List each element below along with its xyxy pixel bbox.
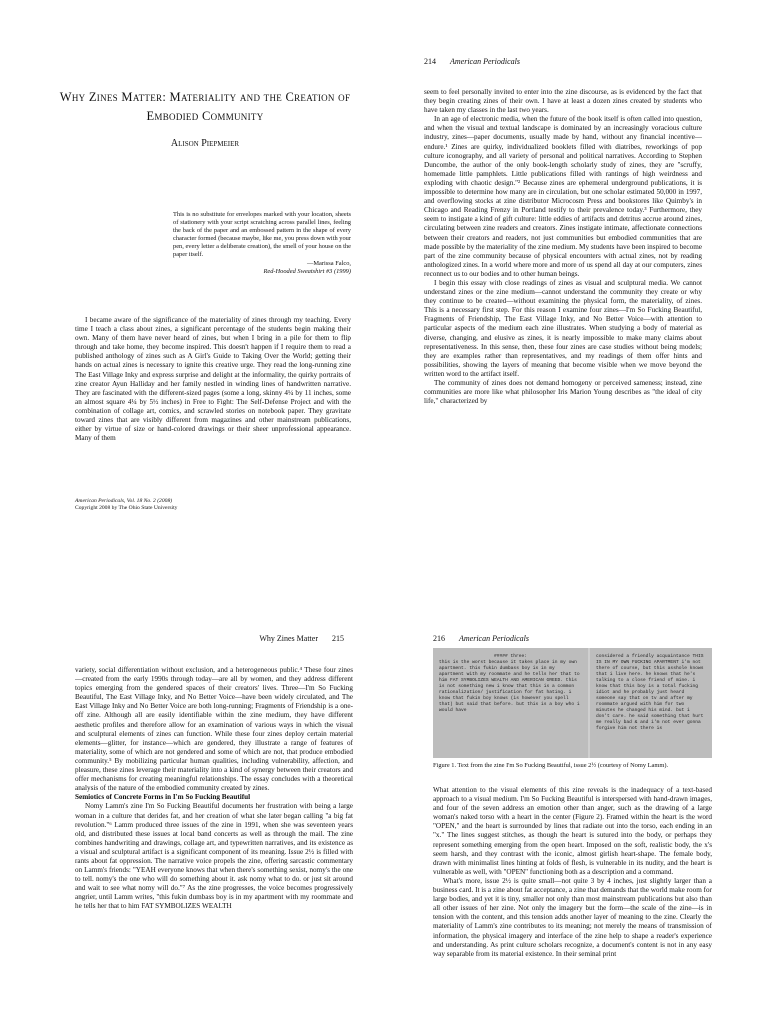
running-header bbox=[259, 634, 344, 643]
running-header bbox=[424, 57, 520, 66]
page-number: 216 bbox=[433, 634, 445, 643]
epigraph-attribution: —Marissa Falco, bbox=[306, 260, 351, 267]
epigraph bbox=[173, 211, 351, 276]
page-3 bbox=[0, 512, 384, 1024]
copyright-line: Copyright 2008 by The Ohio State University bbox=[75, 505, 178, 511]
page-4 bbox=[384, 512, 768, 1024]
article-title: Why Zines Matter: Materiality and the Creation of Embodied Community bbox=[59, 90, 351, 123]
running-head-title: Why Zines Matter bbox=[259, 634, 318, 643]
paragraph: variety, social differentiation without exclusion, and a heterogeneous public.⁴ These four zines—created from the early 1990s through today—are all by women, and they address different topics emerging from the gendered spaces of their creators' lives. Three—I'm So Fucking Beautiful, The East Village Inky, and No Better Voice—have been widely circulated, and The East Village Inky and No Better Voice are both long-running; Fragments of Friendship is a one-off zine. Although all are easily identifiable within the zine medium, they have different aesthetic profiles and therefore allow for an examination of various ways in which the visual and sculptural elements of zines can function. While these four zines deploy certain material elements—glitter, for instance—which are gendered, they illustrate a range of features of materiality, some of which are not gendered and some of which are not, that produce embodied community.⁵ By mobilizing particular human qualities, including vulnerability, affection, and pleasure, these zines leverage their materiality into a kind of synergy between their creators and offer mechanisms for creating meaningful relationships. The essay concludes with a theoretical analysis of the nature of the embodied community created by zines. bbox=[75, 666, 353, 793]
figure-text: considered a friendly acquaintance THIS IS IN MY OWN FUCKING APARTMENT i'm not there of course, but this asshole knows that i live here. he knows that he's talking to a close friend of mine. i know that this boy is a total fucking idiot and he probably just heard someone say that on tv and after my roommate argued with him for two minutes he changed his mind. but i don't care. he said something that hurt me really bad & and i'm not ever gonna forgive him not there is bbox=[596, 654, 704, 731]
paragraph: What's more, issue 2½ is quite small—not quite 3 by 4 inches, just slightly larger than a business card. It is a zine about fat acceptance, a zine that demands that the world make room for large bodies, and yet it is tiny, smaller not only than most mainstream publications but also than all other issues of her zine. Not only the imagery but the form—the scale of the zine—is in tension with the content, and this tension adds another layer of meaning to the zine. Clearly the materiality of Lamm's zine contributes to its meaning; not merely the means of transmission of information, the physical imagery and interface of the zine help to shape a reader's experience and understanding. As print culture scholars recognize, a document's content is not in any easy way separable from its material existence. In their seminal print bbox=[433, 876, 712, 958]
page-1 bbox=[0, 0, 384, 512]
epigraph-text: This is no substitute for envelopes marked with your location, sheets of stationery with your script scratching across parallel lines, feeling the back of the paper and an embossed pattern in the shape of every character formed (because maybe, like me, you press down with your pen, every letter a deliberate creation), the smell of your house on the paper itself. bbox=[173, 211, 351, 258]
running-header bbox=[433, 634, 529, 643]
paragraph: Nomy Lamm's zine I'm So Fucking Beautiful documents her frustration with being a large woman in a culture that derides fat, and her creation of what she later began calling "a big fat revolution."⁶ Lamm produced three issues of the zine in 1991, when she was seventeen years old, and distributed these issues at local band concerts as well as through the mail. The zine combines handwriting and drawings, collage art, and typewritten narratives, and its existence as a visual and sculptural artifact is a significant component of its meaning. Issue 2½ is filled with rants about fat oppression. The narrative voice propels the zine, offering sarcastic commentary on Lamm's friends: "YEAH everyone knows that when there's something sexist, nomy's the one to tell. nomy's the one who will do something about it. ask nomy what to do. or just sit around and wait to see what nomy will do."⁷ As the zine progresses, the voice becomes progressively angrier, until Lamm writes, "this fukin dumbass boy is in my apartment with my roommate and he tells her that to him FAT SYMBOLIZES WEALTH bbox=[75, 802, 353, 911]
section-heading: Semiotics of Concrete Forms in I'm So Fucking Beautiful bbox=[75, 793, 251, 802]
journal-citation: American Periodicals, Vol. 18 No. 2 (2008) bbox=[75, 498, 173, 504]
running-head-title: American Periodicals bbox=[459, 634, 529, 643]
paragraph: What attention to the visual elements of this zine reveals is the inadequacy of a text-based approach to a visual medium. I'm So Fucking Beautiful is interspersed with hand-drawn images, and four of the seven address an emotion other than anger, such as the drawing of a large woman's naked torso with a heart in the center (Figure 2). Framed within the heart is the word "OPEN," and the heart is surrounded by lines that radiate out into the torso, each ending in an "x." The lines suggest stitches, as though the heart is sutured into the body, or perhaps they represent something emerging from the open heart. Imposed on the soft, realistic body, the x's seem harsh, and they contrast with the iconic, almost girlish heart-shape. The female body, drawn with minimalist lines hinting at folds of flesh, is vulnerable in its nudity, and the heart is vulnerable as well, with "OPEN" functioning both as a description and a command. bbox=[433, 786, 712, 876]
body-column bbox=[424, 88, 702, 406]
page-number: 215 bbox=[332, 634, 344, 643]
page-number: 214 bbox=[424, 57, 436, 66]
figure-caption: Figure 1. Text from the zine I'm So Fucking Beautiful, issue 2½ (courtesy of Nomy Lamm). bbox=[433, 762, 669, 769]
figure-left-panel bbox=[433, 648, 588, 758]
paragraph: I became aware of the significance of the materiality of zines through my teaching. Every time I teach a class about zines, a significant percentage of the students begin making their own. Many of them have never heard of zines, but when I bring in a pile for them to flip through and take home, they become inspired. This doesn't happen if I require them to read a published anthology of zines such as A Girl's Guide to Taking Over the World; getting their hands on actual zines is necessary to ignite this creative urge. They read the long-running zine The East Village Inky and express surprise and delight at the informality, the quirky portraits of zine creator Ayun Halliday and her family nestled in winding lines of handwritten narrative. They are fascinated with the different-sized pages (some a long, skinny 4¼ by 11 inches, some an almost square 4¼ by 5½ inches) in Free to Fight: The Self-Defense Project and with the combination of collage art, comics, and scrawled stories on notebook paper. They gravitate toward zines that are visibly different from magazines and other mainstream publications, either by virtue of size or hand-colored drawings or their sheer unprofessional appearance. Many of them bbox=[75, 316, 351, 443]
author-name: Alison Piepmeier bbox=[170, 138, 240, 149]
zine-figure bbox=[433, 648, 712, 758]
body-column bbox=[75, 666, 353, 1024]
body-column bbox=[433, 786, 712, 1024]
copyright-footer bbox=[75, 498, 177, 512]
body-column bbox=[75, 316, 351, 443]
page-2 bbox=[384, 0, 768, 512]
figure-right-panel bbox=[590, 648, 712, 758]
running-head-title: American Periodicals bbox=[450, 57, 520, 66]
epigraph-source: Red-Hooded Sweatshirt #3 (1999) bbox=[263, 268, 351, 275]
figure-text: this is the worst because it takes place in my own apartment. this fukin dumbass boy is in my apartment with my roommate and he tells her that to him FAT SYMBOLIZES WEALTH AND AMERICAN GREED. this is not something new i know that this is a common rationalization/ justification for fat hating. i know that fukin boy knows (is however you spell that) but said that before. but this is a boy who i would have bbox=[439, 660, 580, 713]
paragraph: In an age of electronic media, when the future of the book itself is often called into question, and when the visual and textual landscape is dominated by an increasingly voracious culture industry, zines—paper documents, usually made by hand, without any financial incentive—endure.¹ Zines are quirky, individualized booklets filled with diatribes, reworkings of pop culture iconography, and all variety of personal and political narratives. According to Stephen Duncombe, the author of the only book-length scholarly study of zines, they are "scruffy, homemade little pamphlets. Little publications filled with rantings of high weirdness and exploding with chaotic design."² Because zines are ephemeral underground publications, it is impossible to determine how many are in circulation, but one scholar estimated 50,000 in 1997, and overflowing stocks at zine distributor Microcosm Press and bookstores like Quimby's in Chicago and Reading Frenzy in Portland testify to their prevalence today.³ Furthermore, they seem to instigate a kind of gift culture: little eddies of artifacts and detritus accrue around zines, circulating between zine readers and creators. Zines instigate intimate, affectionate connections between their creators and readers, not just communities but embodied communities that are made possible by the materiality of the zine medium. My students have been inspired to become part of the zine community because of physical encounters with actual zines, not by reading anthologized zines. In a world where more and more of us spend all day at our computers, zines reconnect us to our bodies and to other human beings. bbox=[424, 115, 702, 278]
figure-header: ##### three: bbox=[493, 654, 528, 659]
paragraph: The community of zines does not demand homogeny or perceived sameness; instead, zine communities are more like what philosopher Iris Marion Young describes as "the ideal of city life," characterized by bbox=[424, 379, 702, 406]
paragraph: I begin this essay with close readings of zines as visual and sculptural media. We cannot understand zines or the zine medium—cannot understand the community they create or why they continue to be created—without examining the physical form, the materiality, of zines. This is a necessary first step. For this reason I examine four zines—I'm So Fucking Beautiful, Fragments of Friendship, The East Village Inky, and No Better Voice—with attention to particular aspects of the medium each zine illustrates. When studying a body of material as diverse, changing, and elusive as zines, it is nearly impossible to make many claims about representativeness. In this sense, then, these four zines are case studies without being models; they are examples rather than representatives, and my readings of them offer hints and possibilities, showing the layers of meaning that become visible when we move beyond the written word to the artifact itself. bbox=[424, 278, 702, 378]
paragraph: seem to feel personally invited to enter into the zine discourse, as is evidenced by the fact that they begin creating zines of their own. I have at least a dozen zines created by students who have taken my classes in the last two years. bbox=[424, 88, 702, 115]
